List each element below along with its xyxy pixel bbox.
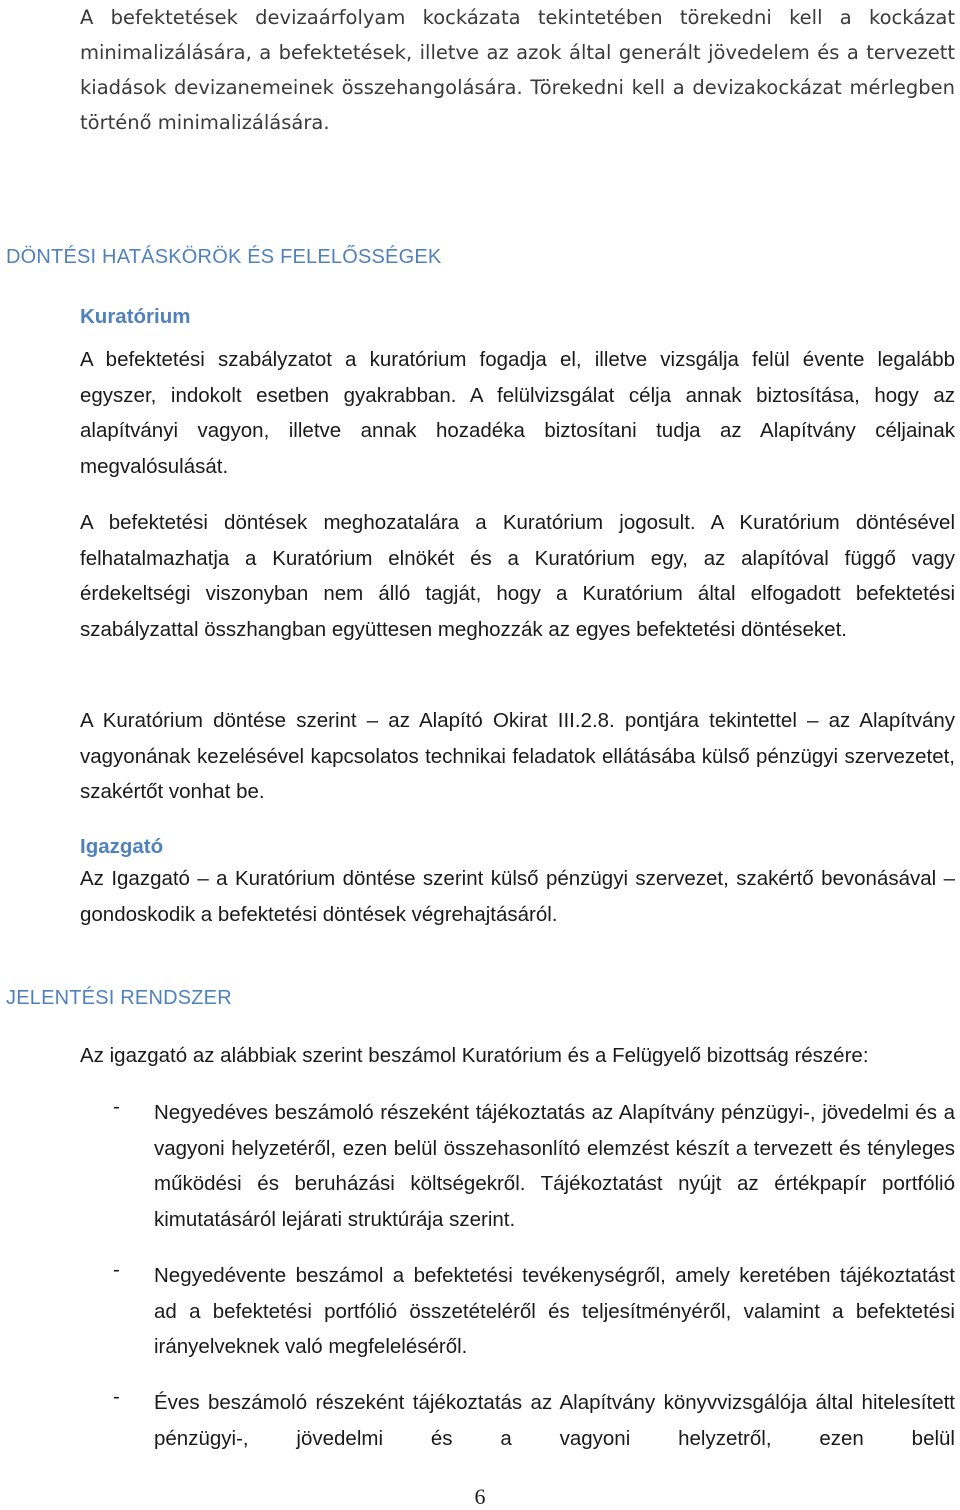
bullet-marker: - — [113, 1385, 120, 1408]
director-paragraph: Az Igazgató – a Kuratórium döntése szerint külső pénzügyi szervezet, szakértő bevonásával – gondoskodik a befektetési döntések végrehajtásáról. — [80, 867, 955, 926]
section-heading-decisions: DÖNTÉSI HATÁSKÖRÖK ÉS FELELŐSSÉGEK — [6, 246, 442, 268]
page-number: 6 — [474, 1484, 486, 1509]
list-item: Negyedéves beszámoló részeként tájékoztatás az Alapítvány pénzügyi-, jövedelmi és a vagyoni helyzetéről, ezen belül összehasonlító elemzést készít a tervezett és tényleges működési és beruházási költségekről. Tájékoztatást nyújt az értékpapír portfólió kimutatásáról lejárati struktúrája szerint. — [154, 1101, 955, 1231]
board-paragraph-1: A befektetési szabályzatot a kuratórium fogadja el, illetve vizsgálja felül évente legalább egyszer, indokolt esetben gyakrabban. A felülvizsgálat célja annak biztosítása, hogy az alapítványi vagyon, illetve annak hozadéka biztosítani tudja az Alapítvány céljainak megvalósulását. — [80, 348, 955, 478]
board-paragraph-2: A befektetési döntések meghozatalára a Kuratórium jogosult. A Kuratórium döntésével felhatalmazhatja a Kuratórium elnökét és a Kuratórium egy, az alapítóval függő vagy érdekeltségi viszonyban nem álló tagját, hogy a Kuratórium által elfogadott befektetési szabályzattal összhangban együttesen meghozzák az egyes befektetési döntéseket. — [80, 511, 955, 641]
subheading-board: Kuratórium — [80, 305, 191, 328]
section-heading-reporting: JELENTÉSI RENDSZER — [6, 987, 232, 1009]
subheading-director: Igazgató — [80, 835, 164, 858]
list-item: Negyedévente beszámol a befektetési tevékenységről, amely keretében tájékoztatást ad a befektetési portfólió összetételéről és teljesítményéről, valamint a befektetési irányelveknek való megfeleléséről. — [154, 1264, 955, 1358]
bullet-marker: - — [113, 1258, 120, 1281]
reporting-intro: Az igazgató az alábbiak szerint beszámol Kuratórium és a Felügyelő bizottság részére: — [80, 1044, 869, 1067]
board-paragraph-3: A Kuratórium döntése szerint – az Alapító Okirat III.2.8. pontjára tekintettel – az Alapítvány vagyonának kezelésével kapcsolatos technikai feladatok ellátásába külső pénzügyi szervezetet, szakértőt vonhat be. — [80, 709, 955, 803]
intro-paragraph: A befektetések devizaárfolyam kockázata tekintetében törekedni kell a kockázat minimalizálására, a befektetések, illetve az azok által generált jövedelem és a tervezett kiadások devizanemeinek összehangolására. Törekedni kell a devizakockázat mérlegben történő minimalizálására. — [80, 6, 955, 134]
bullet-marker: - — [113, 1095, 120, 1118]
list-item: Éves beszámoló részeként tájékoztatás az Alapítvány könyvvizsgálója által hitelesített pénzügyi-, jövedelmi és a vagyoni helyzetről, ezen belül — [154, 1391, 955, 1450]
